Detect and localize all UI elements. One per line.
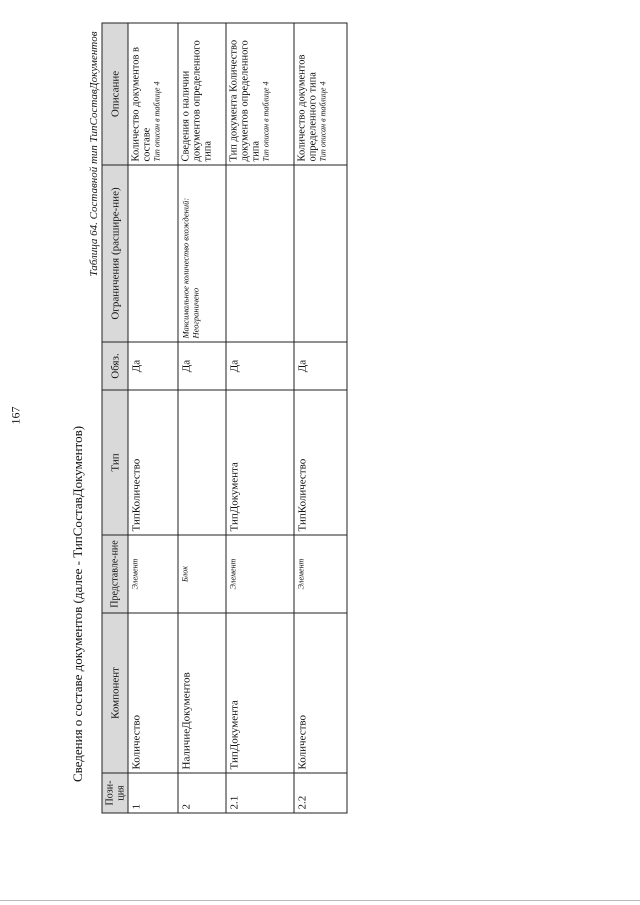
description-note: Тип описан в таблице 4: [318, 81, 328, 162]
header-required: Обяз.: [102, 342, 128, 390]
table-caption: Таблица 64. Составной тип ТипСоставДокументов: [88, 31, 100, 277]
cell-description: [294, 23, 347, 165]
cell-position: 2.2: [294, 773, 347, 813]
cell-position: 2.1: [226, 773, 294, 813]
cell-required: Да: [226, 342, 294, 390]
cell-representation: Элемент: [128, 535, 178, 613]
cell-limits: [128, 165, 178, 342]
table-row: [294, 23, 347, 813]
cell-representation: Блок: [178, 535, 226, 613]
header-limits: Ограничения (расшире-ние): [102, 165, 128, 342]
description-note: Тип описан в таблице 4: [152, 81, 162, 162]
cell-component: Количество: [128, 613, 178, 773]
doc-table: [102, 23, 348, 814]
header-position: Пози-ция: [102, 773, 128, 813]
description-text: Тип документа Количество документов определенного типа: [228, 39, 262, 162]
description-text: Количество документов определенного типа: [296, 54, 319, 162]
description-note: Тип описан в таблице 4: [261, 81, 271, 162]
cell-type: ТипДокумента: [226, 390, 294, 535]
header-description: Описание: [102, 23, 128, 165]
cell-limits: [294, 165, 347, 342]
header-representation: Представле-ние: [102, 535, 128, 613]
cell-component: Количество: [294, 613, 347, 773]
cell-required: Да: [294, 342, 347, 390]
cell-position: 2: [178, 773, 226, 813]
doc-table-wrapper: [102, 24, 347, 814]
cell-description: [178, 23, 226, 165]
cell-component: ТипДокумента: [226, 613, 294, 773]
page-number: 167: [8, 406, 23, 425]
table-row: [128, 23, 178, 813]
cell-type: ТипКоличество: [294, 390, 347, 535]
cell-representation: Элемент: [294, 535, 347, 613]
cell-type: [178, 390, 226, 535]
header-component: Компонент: [102, 613, 128, 773]
table-row: [178, 23, 226, 813]
cell-component: НаличиеДокументов: [178, 613, 226, 773]
cell-required: Да: [128, 342, 178, 390]
description-text: Сведения о наличии документов определенного типа: [180, 40, 214, 162]
cell-description: [128, 23, 178, 165]
section-title: Сведения о составе документов (далее - ТипСоставДокументов): [70, 425, 85, 783]
cell-position: 1: [128, 773, 178, 813]
cell-limits: Максимальное количество вхождений: Неограничено: [178, 165, 226, 342]
cell-type: ТипКоличество: [128, 390, 178, 535]
cell-required: Да: [178, 342, 226, 390]
cell-limits: [226, 165, 294, 342]
cell-representation: Элемент: [226, 535, 294, 613]
header-type: Тип: [102, 390, 128, 535]
table-header-row: [102, 23, 128, 813]
description-text: Количество документов в составе: [130, 47, 153, 162]
cell-description: [226, 23, 294, 165]
table-row: [226, 23, 294, 813]
page-edge-line: [0, 900, 640, 901]
